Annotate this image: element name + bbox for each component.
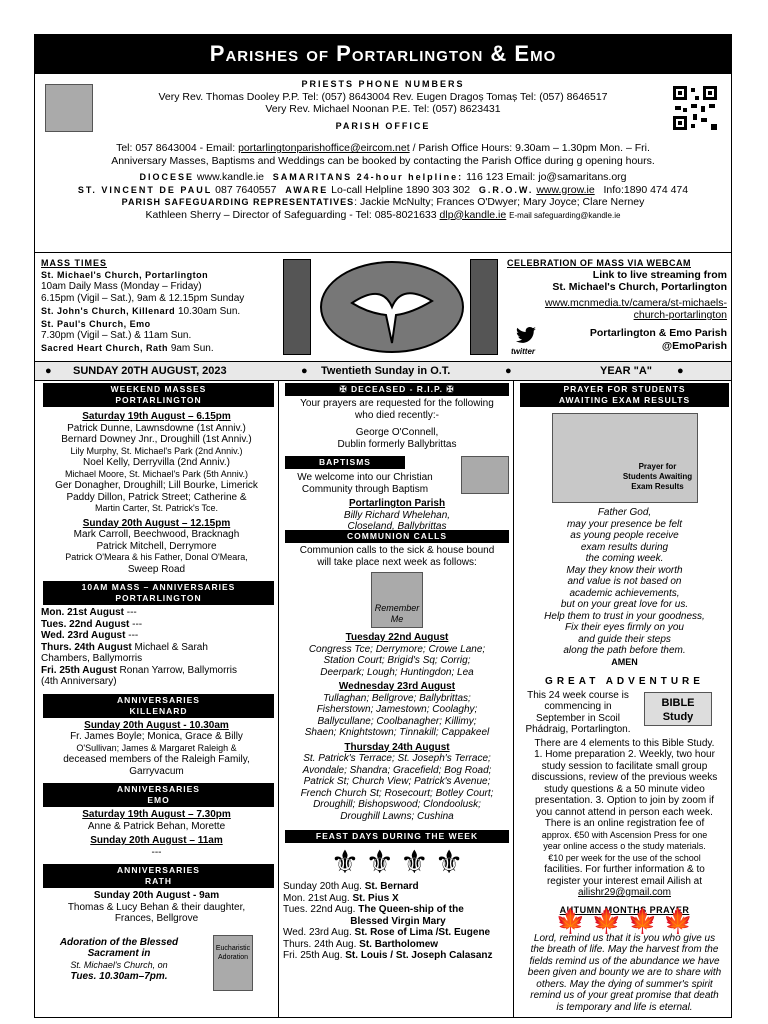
deceased-name: George O'Connell, xyxy=(355,427,439,438)
rath-time: 9am Sun. xyxy=(170,343,214,354)
sat-line-4: Noel Kelly, Derryvilla (2nd Anniv.) xyxy=(83,457,230,468)
tuesday-line-1: Congress Tce; Derrymore; Crowe Lane; xyxy=(308,643,486,655)
remember-me-image: Remember Me xyxy=(371,572,423,628)
ga-line-2: commencing in xyxy=(544,701,612,712)
office-hours: / Parish Office Hours: 9.30am – 1.30pm Mon. – Fri. xyxy=(412,142,650,154)
portarlington-daily: 10am Daily Mass (Monday – Friday) xyxy=(41,281,202,292)
sunday-bar xyxy=(34,362,732,381)
webcam-url-1[interactable]: www.mcnmedia.tv/camera/st-michaels- xyxy=(544,297,727,309)
thursday-line-6: Droughill Lawns; Cushina xyxy=(340,810,454,822)
safeguarding-email-2: E-mail safeguarding@kandle.ie xyxy=(509,210,621,220)
adoration-line-3: St. Michael's Church, on xyxy=(70,959,168,970)
fleur-de-lis-row xyxy=(281,845,513,879)
church-portarlington: St. Michael's Church, Portarlington xyxy=(41,270,209,280)
thursday-line-4: French Church St; Rosecourt; Botley Court; xyxy=(300,787,494,799)
baptism-name: Billy Richard Whelehan, xyxy=(343,509,451,521)
sun-line-1: Mark Carroll, Beechwood, Bracknagh xyxy=(73,529,240,540)
column-parish-news xyxy=(281,381,514,1017)
portarlington-weekend: 6.15pm (Vigil – Sat.), 9am & 12.15pm Sunday xyxy=(41,293,245,304)
twitter-handle[interactable]: @EmoParish xyxy=(661,340,727,352)
sunday-heading: Sunday 20th August – 12.15pm xyxy=(82,517,231,529)
diocese-site[interactable]: www.kandle.ie xyxy=(196,171,265,183)
safeguarding-director: Kathleen Sherry – Director of Safeguarding - Tel: 085-8021633 xyxy=(145,208,437,221)
office-email-link[interactable]: portarlingtonparishoffice@eircom.net xyxy=(238,142,410,154)
sat-line-8: Martin Carter, St. Patrick's Tce. xyxy=(94,503,219,513)
thursday-line-3: Patrick St; Church View; Patrick's Avenue; xyxy=(303,776,491,787)
great-adventure-intro xyxy=(516,688,733,738)
rath-line-1: Thomas & Lucy Behan & their daughter, xyxy=(67,901,246,913)
fleur-de-lis-icon: ⚜ xyxy=(365,844,394,880)
bullet-icon: ● xyxy=(505,365,512,377)
webcam-line-2: St. Michael's Church, Portarlington xyxy=(552,281,727,293)
baptisms-parish: Portarlington Parish xyxy=(348,498,446,509)
adoration-block xyxy=(35,937,278,1007)
killenard-line-1: Fr. James Boyle; Monica, Grace & Billy xyxy=(70,731,243,742)
eucharistic-adoration-image: Eucharistic Adoration xyxy=(213,935,253,991)
emo-heading: ANNIVERSARIES EMO xyxy=(43,783,274,807)
thursday-heading: Thursday 24th August xyxy=(344,741,450,753)
samaritans-text: 116 123 Email: jo@samaritans.org xyxy=(466,171,627,183)
bible-study-image: BIBLE Study xyxy=(644,692,712,726)
autumn-prayer-heading: AUTUMN MONTHS PRAYER xyxy=(559,904,690,915)
baptisms-line-2: Community through Baptism xyxy=(301,483,429,495)
aware-text: Lo-call Helpline 1890 303 302 xyxy=(331,183,471,196)
wednesday-heading: Wednesday 23rd August xyxy=(338,681,456,692)
great-adventure-body: There are 4 elements to this Bible Study. 1. Home preparation 2. Weekly, two hour study session to facilitate small group discussions, review of the previous weeks study questions & a 50 minute video presentation. 3. Option to join by zoom if you cannot attend in person each week. There is an online registration fee of approx. €50 with Ascension Press for one year online access o the study materials. €10 per week for the use of the school facilities. For further information & to register your interest email Ailish at ailishr29@gmail.com xyxy=(516,738,733,899)
emo-line-1: Anne & Patrick Behan, Morette xyxy=(87,820,226,832)
church-killenard: St. John's Church, Killenard xyxy=(41,306,176,316)
webcam-panel xyxy=(507,257,727,357)
maple-leaf-icon: 🍁 xyxy=(663,908,694,935)
grow-site[interactable]: www.grow.ie xyxy=(536,183,595,196)
deceased-line-1: Your prayers are requested for the following xyxy=(300,398,494,409)
sunday-date: SUNDAY 20TH AUGUST, 2023 xyxy=(73,365,227,377)
sat-line-5: Michael Moore, St. Michael's Park (5th Anniv.) xyxy=(64,468,249,479)
page-title: Parishes of Portarlington & Emo xyxy=(34,34,732,74)
feast-days-heading: FEAST DAYS DURING THE WEEK xyxy=(285,830,509,843)
baptisms-line-1: We welcome into our Christian xyxy=(297,472,433,483)
priests-line-2: Very Rev. Michael Noonan P.E. Tel: (057) 8623431 xyxy=(265,103,501,115)
liturgical-week: Twentieth Sunday in O.T. xyxy=(321,365,451,377)
fleur-de-lis-icon: ⚜ xyxy=(434,844,464,880)
great-adventure-email[interactable]: ailishr29@gmail.com xyxy=(578,887,671,898)
church-rath: Sacred Heart Church, Rath xyxy=(41,343,169,353)
emo-time: 7.30pm (Vigil – Sat.) & 11am Sun. xyxy=(41,330,192,341)
wednesday-line-4: Shaen; Knightstown; Tinnakill; Cappakeel xyxy=(304,727,490,738)
rath-heading: ANNIVERSARIES RATH xyxy=(43,864,274,888)
communion-line-2: will take place next week as follows: xyxy=(317,556,477,568)
baptism-image xyxy=(461,456,509,494)
samaritans-label: SAMARITANS 24-hour helpline: xyxy=(272,172,464,182)
safeguarding-email[interactable]: dlp@kandle.ie xyxy=(439,208,507,221)
praying-hands-image xyxy=(45,84,93,132)
office-heading: PARISH OFFICE xyxy=(335,120,431,131)
church-emo: St. Paul's Church, Emo xyxy=(41,319,151,329)
twitter-label: twitter xyxy=(511,347,535,356)
emo-sun-date: Sunday 20th August – 11am xyxy=(90,835,223,846)
adoration-line-1: Adoration of the Blessed xyxy=(59,936,179,948)
thursday-line-1: St. Patrick's Terrace; St. Joseph's Terrace; xyxy=(303,753,491,764)
webcam-line-1: Link to live streaming from xyxy=(592,269,727,281)
column-masses xyxy=(35,381,279,1017)
baptisms-heading: BAPTISMS xyxy=(285,456,405,469)
content-columns xyxy=(34,381,732,1018)
sat-line-2: Bernard Downey Jnr., Droughill (1st Anniv.) xyxy=(61,434,252,445)
communion-line-1: Communion calls to the sick & house bound xyxy=(299,545,495,556)
webcam-heading: CELEBRATION OF MASS VIA WEBCAM xyxy=(507,258,691,268)
saturday-heading: Saturday 19th August – 6.15pm xyxy=(82,411,231,422)
office-tel: Tel: 057 8643004 - Email: xyxy=(116,142,236,154)
aware-label: AWARE xyxy=(285,184,329,195)
killenard-line-4: Garryvacum xyxy=(129,765,184,777)
sat-line-6: Ger Donagher, Droughill; Lill Bourke, Limerick xyxy=(55,480,258,491)
deceased-line-2: who died recently:- xyxy=(355,409,439,421)
fleur-de-lis-icon: ⚜ xyxy=(330,844,360,880)
svp-label: ST. VINCENT DE PAUL xyxy=(77,184,213,195)
stained-glass-left-image xyxy=(283,259,311,355)
killenard-line-2: O'Sullivan; James & Margaret Raleigh & xyxy=(76,742,237,753)
tuesday-line-3: Deerpark; Lough; Huntingdon; Lea xyxy=(320,666,474,678)
sun-line-2: Patrick Mitchell, Derrymore xyxy=(96,540,217,552)
thursday-line-5: Droughill; Bishopswood; Clondoolusk; xyxy=(313,799,481,810)
killenard-time: 10.30am Sun. xyxy=(177,306,241,317)
bullet-icon: ● xyxy=(677,365,684,377)
baptism-place: Closeland, Ballybrittas xyxy=(347,521,447,532)
communion-heading: COMMUNION CALLS xyxy=(285,530,509,543)
stained-glass-right-image xyxy=(470,259,498,355)
autumn-prayer-text: Lord, remind us that it is you who give us the breath of life. May the harvest from the fields remind us of the abundance we have been given and bounty we are to share with others. May the dying of summer's spirit remind us of your great promise that death is temporary and life is eternal. xyxy=(527,932,722,1013)
mass-times-heading: MASS TIMES xyxy=(41,258,108,268)
column-prayers xyxy=(516,381,733,1017)
support-line xyxy=(39,184,727,197)
prayer-students-image: Prayer for Students Awaiting Exam Results xyxy=(552,413,698,503)
diocese-label: DIOCESE xyxy=(139,172,194,182)
rath-line-2: Frances, Bellgrove xyxy=(114,913,199,924)
liturgical-year: YEAR "A" xyxy=(600,365,652,377)
diocese-line xyxy=(39,171,727,184)
safeguarding-names: : Jackie McNulty; Frances O'Dwyer; Mary Joyce; Clare Nerney xyxy=(354,196,645,208)
prayer-students-heading: PRAYER FOR STUDENTS AWAITING EXAM RESULTS xyxy=(520,383,729,407)
am-mass-heading: 10AM MASS – ANNIVERSARIES PORTARLINGTON xyxy=(43,581,274,605)
tuesday-line-2: Station Court; Brigid's Sq; Corrig; xyxy=(323,655,471,666)
mass-times xyxy=(41,257,276,355)
bullet-icon: ● xyxy=(301,365,308,377)
bulletin-page xyxy=(34,34,732,1018)
svp-tel: 087 7640557 xyxy=(215,183,277,196)
killenard-date: Sunday 20th August - 10.30am xyxy=(84,719,229,731)
amen: AMEN xyxy=(611,656,638,667)
dove-stained-glass-image xyxy=(320,261,464,353)
emo-line-2: --- xyxy=(151,846,162,858)
grow-label: G.R.O.W. xyxy=(478,184,534,195)
priests-line-1: Very Rev. Thomas Dooley P.P. Tel: (057) 8643004 Rev. Eugen Dragoș Tomaș Tel: (057) 8646517 xyxy=(158,90,608,103)
weekend-masses-heading: WEEKEND MASSES PORTARLINGTON xyxy=(43,383,274,407)
wednesday-line-1: Tullaghan; Bellgrove; Ballybrittas; xyxy=(323,692,471,704)
adoration-line-2: Sacrament in xyxy=(87,948,151,959)
baptisms-block xyxy=(281,456,513,532)
deceased-heading: ✠ DECEASED - R.I.P. ✠ xyxy=(285,383,509,396)
maple-leaf-icon: 🍁 xyxy=(591,908,622,935)
thursday-line-2: Avondale; Shandra; Gracefield; Bog Road; xyxy=(302,764,492,776)
tuesday-heading: Tuesday 22nd August xyxy=(345,632,449,643)
maple-leaf-icon: 🍁 xyxy=(555,908,586,935)
adoration-line-4: Tues. 10.30am–7pm. xyxy=(70,971,168,982)
sun-line-4: Sweep Road xyxy=(127,563,186,575)
twitter-name: Portarlington & Emo Parish xyxy=(589,327,727,339)
killenard-heading: ANNIVERSARIES KILLENARD xyxy=(43,694,274,718)
sat-line-1: Patrick Dunne, Lawnsdowne (1st Anniv.) xyxy=(67,422,246,434)
wednesday-line-3: Ballycullane; Coolbanagher; Killimy; xyxy=(317,715,477,727)
wednesday-line-2: Fisherstown; Jamestown; Coolaghy; xyxy=(316,704,478,715)
mass-times-row xyxy=(34,253,732,362)
deceased-place: Dublin formerly Ballybrittas xyxy=(337,438,457,450)
emo-sat-date: Saturday 19th August – 7.30pm xyxy=(82,809,231,820)
twitter-bird-icon xyxy=(515,327,537,345)
feast-days-list: Sunday 20th Aug. St. Bernard Mon. 21st Aug. St. Pius X Tues. 22nd Aug. The Queen-ship of the Blessed Virgin Mary Wed. 23rd Aug. St. Rose of Lima /St. Eugene Thurs. 24th Aug. St. Bartholomew Fri. 25th Aug. St. Louis / St. Joseph Calasanz xyxy=(283,881,493,961)
ga-line-4: Phádraig, Portarlington. xyxy=(525,724,631,735)
ga-line-1: This 24 week course is xyxy=(527,689,629,701)
rath-date: Sunday 20th August - 9am xyxy=(93,890,220,901)
safeguarding-label: PARISH SAFEGUARDING REPRESENTATIVES xyxy=(121,197,355,207)
safeguarding-line-2 xyxy=(39,209,727,223)
great-adventure-heading: GREAT ADVENTURE xyxy=(545,676,704,687)
sun-line-3: Patrick O'Meara & his Father, Donal O'Meara, xyxy=(65,552,248,562)
header-box xyxy=(34,74,732,253)
weekday-list: Mon. 21st August --- Tues. 22nd August --- Wed. 23rd August --- Thurs. 24th August Michael & Sarah Chambers, Ballymorris Fri. 25th August Ronan Yarrow, Ballymorris (4th Anniversary) xyxy=(41,607,237,687)
sat-line-3: Lily Murphy, St. Michael's Park (2nd Anniv.) xyxy=(70,445,243,456)
ga-line-3: September in Scoil xyxy=(536,712,620,724)
priests-heading: PRIESTS PHONE NUMBERS xyxy=(301,79,465,89)
office-line-2: Anniversary Masses, Baptisms and Weddings can be booked by contacting the Parish Office during g opening hours. xyxy=(111,154,655,167)
office-contact xyxy=(39,142,727,155)
prayer-students-text: Father God, may your presence be felt as young people receive exam results during the coming week. May they know their worth and value is not based on academic achievements, but on your great love for us. Help them to trust in your goodness, Fix their eyes firmly on you and guide their steps along the path before them. AMEN xyxy=(516,507,733,668)
qr-code-icon xyxy=(671,84,719,132)
maple-leaf-icon: 🍁 xyxy=(627,908,658,935)
killenard-line-3: deceased members of the Raleigh Family, xyxy=(63,754,250,765)
webcam-url-2[interactable]: church-portarlington xyxy=(633,309,727,321)
sat-line-7: Paddy Dillon, Patrick Street; Catherine & xyxy=(66,491,247,503)
fleur-de-lis-icon: ⚜ xyxy=(400,844,429,880)
grow-info: Info:1890 474 474 xyxy=(603,183,689,196)
safeguarding-line xyxy=(39,196,727,209)
bullet-icon: ● xyxy=(45,365,52,377)
